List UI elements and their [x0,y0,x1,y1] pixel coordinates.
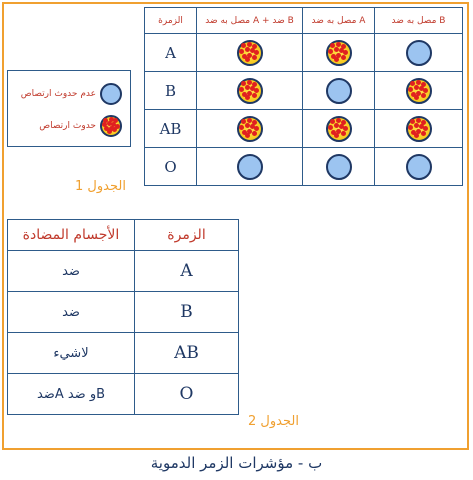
red-spot [334,57,339,62]
red-spot [252,55,257,60]
red-spot [245,95,250,100]
red-spot [414,123,419,128]
result-cell [303,148,375,186]
red-spot [414,85,419,90]
table-2-header-row [8,220,239,251]
red-spot [334,133,339,138]
table-1-header-row [145,8,463,34]
red-spot [416,80,421,85]
red-spot [414,133,419,138]
red-spot [107,129,112,134]
red-spot [416,118,421,123]
table-row [145,148,463,186]
red-spot [408,87,413,92]
plain-cell-icon [326,78,352,104]
result-cell [375,34,463,72]
group-cell: O [145,148,197,186]
legend-item-no-agglutination [21,83,122,105]
figure-caption: ب - مؤشرات الزمر الدموية [150,454,323,472]
table-row [145,34,463,72]
header-anti-a: مصل به ضد A [303,8,375,34]
header-group: الزمرة [145,8,197,34]
group-cell: B [145,72,197,110]
plain-cell-icon [406,154,432,180]
red-spot [341,131,346,136]
result-cell [303,34,375,72]
red-spot [239,87,244,92]
group-cell: A [145,34,197,72]
antibodies-cell: ضد [8,292,135,333]
plain-cell-icon [237,154,263,180]
group-cell: AB [135,333,239,374]
table-row [8,251,239,292]
red-spot [334,47,339,52]
legend-label-no-agglutination: عدم حدوث ارتصاص [20,89,96,99]
red-spot [336,118,341,123]
red-spot [336,42,341,47]
result-cell [197,72,303,110]
red-spot [414,95,419,100]
red-spot [245,123,250,128]
red-spot [247,80,252,85]
table-row [145,72,463,110]
group-cell: AB [145,110,197,148]
header-antibodies: الأجسام المضادة [8,220,135,251]
antibodies-cell: ضدA و ضدB [8,374,135,415]
legend-label-agglutination: حدوث ارتصاص [39,121,96,131]
red-spot [245,57,250,62]
header-anti-b: مصل به ضد B [375,8,463,34]
agglutinated-cell-icon [326,116,352,142]
agglutinated-cell-icon [237,40,263,66]
plain-cell-icon [100,83,122,105]
red-spot [247,42,252,47]
table-row [145,110,463,148]
red-spot [247,118,252,123]
plain-cell-icon [406,40,432,66]
result-cell [197,110,303,148]
result-cell [303,72,375,110]
header-group: الزمرة [135,220,239,251]
agglutinated-cell-icon [326,40,352,66]
red-spot [421,131,426,136]
plain-cell-icon [326,154,352,180]
red-spot [421,93,426,98]
red-spot [328,49,333,54]
result-cell [197,148,303,186]
agglutinated-cell-icon [237,116,263,142]
table-2 [7,219,239,415]
table-1-caption: الجدول 1 [75,179,126,194]
red-spot [239,49,244,54]
group-cell: O [135,374,239,415]
result-cell [197,34,303,72]
red-spot [239,125,244,130]
red-spot [252,131,257,136]
header-anti-a-and-b: مصل به ضد A + ضد B [197,8,303,34]
red-spot [328,125,333,130]
red-spot [341,55,346,60]
red-spot [408,125,413,130]
red-spot [245,133,250,138]
agglutinated-cell-icon [406,116,432,142]
group-cell: A [135,251,239,292]
red-spot [245,47,250,52]
legend-item-agglutination [39,115,122,137]
antibodies-cell: ضد [8,251,135,292]
group-cell: B [135,292,239,333]
table-row [8,374,239,415]
table-row [8,292,239,333]
antibodies-cell: لاشيء [8,333,135,374]
agglutinated-cell-icon [237,78,263,104]
table-2-caption: الجدول 2 [248,414,299,429]
red-spot [252,93,257,98]
red-spot [112,127,117,132]
agglutinated-cell-icon [100,115,122,137]
result-cell [375,110,463,148]
result-cell [303,110,375,148]
red-spot [334,123,339,128]
agglutinated-cell-icon [406,78,432,104]
result-cell [375,72,463,110]
table-1 [144,7,463,186]
red-spot [245,85,250,90]
table-row [8,333,239,374]
legend-box [7,70,131,147]
result-cell [375,148,463,186]
